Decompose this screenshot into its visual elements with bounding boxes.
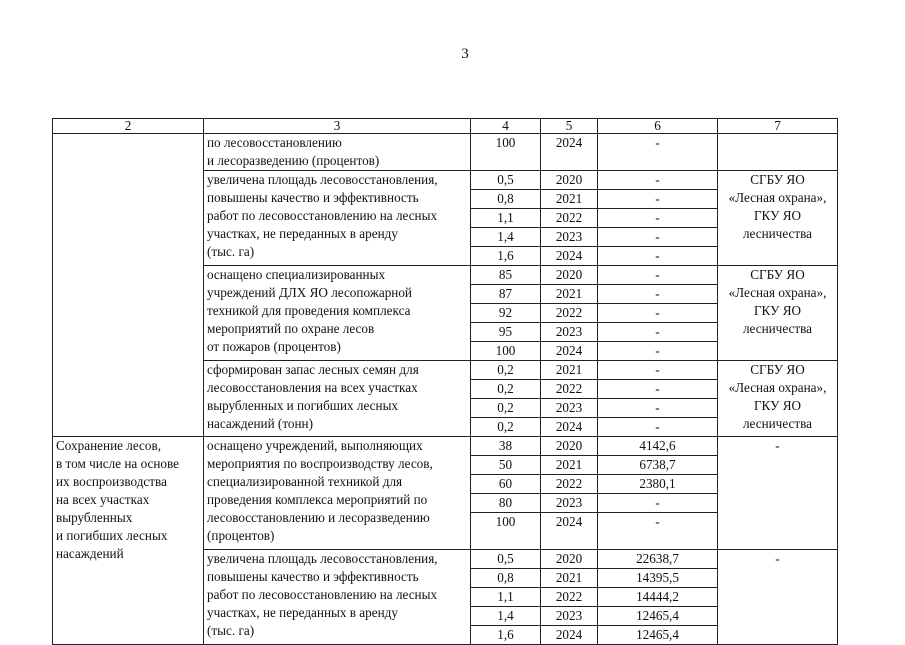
year: 2020 (541, 171, 598, 190)
funding-amount: 14444,2 (598, 588, 718, 607)
target-value: 0,5 (471, 171, 541, 190)
indicator-description-line: мероприятий по охране лесов (207, 321, 375, 336)
target-value: 1,1 (471, 209, 541, 228)
indicator-description (204, 550, 471, 645)
responsible-executor (718, 266, 838, 361)
goal-cell (53, 437, 204, 645)
year: 2021 (541, 361, 598, 380)
target-value: 100 (471, 342, 541, 361)
column-header-6: 6 (598, 119, 718, 134)
indicator-description (204, 437, 471, 550)
funding-amount: - (598, 266, 718, 285)
funding-amount: - (598, 399, 718, 418)
responsible-executor-line: ГКУ ЯО (753, 303, 802, 318)
responsible-executor-line: «Лесная охрана», (728, 380, 827, 395)
year: 2023 (541, 494, 598, 513)
indicator-description-line: повышены качество и эффективность (207, 569, 419, 584)
program-indicators-table (52, 118, 838, 645)
table-body (53, 134, 838, 645)
indicator-description-line: лесовосстановлению и лесоразведению (207, 510, 430, 525)
target-value: 92 (471, 304, 541, 323)
target-value: 100 (471, 513, 541, 550)
responsible-executor-line: СГБУ ЯО (750, 267, 805, 282)
responsible-executor-line: лесничества (742, 416, 813, 431)
funding-amount: 6738,7 (598, 456, 718, 475)
funding-amount: 22638,7 (598, 550, 718, 569)
indicator-description-line: оснащено учреждений, выполняющих (207, 438, 423, 453)
target-value: 1,1 (471, 588, 541, 607)
year: 2023 (541, 228, 598, 247)
year: 2020 (541, 437, 598, 456)
year: 2021 (541, 569, 598, 588)
target-value: 0,8 (471, 569, 541, 588)
target-value: 1,6 (471, 626, 541, 645)
indicator-description (204, 361, 471, 437)
funding-amount: - (598, 304, 718, 323)
indicator-description-line: участках, не переданных в аренду (207, 605, 398, 620)
target-value: 0,5 (471, 550, 541, 569)
indicator-description-line: техникой для проведения комплекса (207, 303, 411, 318)
funding-amount: 2380,1 (598, 475, 718, 494)
column-header-4: 4 (471, 119, 541, 134)
target-value: 0,8 (471, 190, 541, 209)
target-value: 1,4 (471, 607, 541, 626)
responsible-executor (718, 437, 838, 550)
indicator-description-line: (тыс. га) (207, 244, 255, 259)
target-value: 100 (471, 134, 541, 171)
year: 2024 (541, 418, 598, 437)
year: 2022 (541, 304, 598, 323)
column-header-7: 7 (718, 119, 838, 134)
indicator-description (204, 171, 471, 266)
year: 2022 (541, 475, 598, 494)
year: 2021 (541, 285, 598, 304)
year: 2024 (541, 342, 598, 361)
responsible-executor-line: «Лесная охрана», (728, 285, 827, 300)
funding-amount: 14395,5 (598, 569, 718, 588)
funding-amount: - (598, 342, 718, 361)
goal-cell-line: насаждений (56, 546, 124, 561)
target-value: 60 (471, 475, 541, 494)
year: 2020 (541, 266, 598, 285)
year: 2023 (541, 607, 598, 626)
column-header-5: 5 (541, 119, 598, 134)
funding-amount: - (598, 494, 718, 513)
responsible-executor-line: лесничества (742, 321, 813, 336)
indicator-description-line: специализированной техникой для (207, 474, 403, 489)
responsible-executor-line: СГБУ ЯО (750, 362, 805, 377)
responsible-executor (718, 361, 838, 437)
indicator-description-line: работ по лесовосстановлению на лесных (207, 587, 438, 602)
target-value: 0,2 (471, 361, 541, 380)
goal-cell-line: на всех участках (56, 492, 150, 507)
year: 2022 (541, 588, 598, 607)
table-row (53, 134, 838, 171)
funding-amount: - (598, 323, 718, 342)
target-value: 87 (471, 285, 541, 304)
funding-amount: - (598, 380, 718, 399)
indicator-description-line: проведения комплекса мероприятий по (207, 492, 428, 507)
goal-cell-line: в том числе на основе (56, 456, 180, 471)
funding-amount: - (598, 418, 718, 437)
responsible-executor-line: - (775, 551, 780, 566)
funding-amount: - (598, 228, 718, 247)
target-value: 0,2 (471, 399, 541, 418)
target-value: 1,6 (471, 247, 541, 266)
column-number-row (53, 119, 838, 134)
target-value: 38 (471, 437, 541, 456)
responsible-executor-line: - (775, 438, 780, 453)
funding-amount: - (598, 247, 718, 266)
indicator-description-line: (тыс. га) (207, 623, 255, 638)
target-value: 95 (471, 323, 541, 342)
indicator-description-line: сформирован запас лесных семян для (207, 362, 419, 377)
year: 2024 (541, 247, 598, 266)
responsible-executor (718, 550, 838, 645)
year: 2023 (541, 323, 598, 342)
indicator-description-line: вырубленных и погибших лесных (207, 398, 399, 413)
responsible-executor-line: лесничества (742, 226, 813, 241)
indicator-description-line: мероприятия по воспроизводству лесов, (207, 456, 433, 471)
funding-amount: - (598, 171, 718, 190)
funding-amount: - (598, 513, 718, 550)
indicator-description-line: работ по лесовосстановлению на лесных (207, 208, 438, 223)
goal-cell (53, 134, 204, 437)
indicator-description-line: увеличена площадь лесовосстановления, (207, 551, 438, 566)
year: 2021 (541, 456, 598, 475)
indicator-description-line: и лесоразведению (процентов) (207, 153, 380, 168)
responsible-executor-line: ГКУ ЯО (753, 208, 802, 223)
indicator-description-line: увеличена площадь лесовосстановления, (207, 172, 438, 187)
target-value: 85 (471, 266, 541, 285)
year: 2024 (541, 513, 598, 550)
target-value: 80 (471, 494, 541, 513)
goal-cell-line: Сохранение лесов, (56, 438, 162, 453)
indicator-description-line: учреждений ДЛХ ЯО лесопожарной (207, 285, 412, 300)
target-value: 0,2 (471, 380, 541, 399)
target-value: 1,4 (471, 228, 541, 247)
year: 2022 (541, 209, 598, 228)
indicator-description (204, 134, 471, 171)
page-number: 3 (461, 46, 469, 62)
indicator-description-line: лесовосстановления на всех участках (207, 380, 418, 395)
funding-amount: - (598, 134, 718, 171)
target-value: 50 (471, 456, 541, 475)
indicator-description-line: насаждений (тонн) (207, 416, 314, 431)
responsible-executor-line: «Лесная охрана», (728, 190, 827, 205)
funding-amount: - (598, 285, 718, 304)
goal-cell-line: вырубленных (56, 510, 133, 525)
responsible-executor-line: СГБУ ЯО (750, 172, 805, 187)
year: 2024 (541, 626, 598, 645)
year: 2020 (541, 550, 598, 569)
funding-amount: - (598, 190, 718, 209)
target-value: 0,2 (471, 418, 541, 437)
goal-cell-line: и погибших лесных (56, 528, 168, 543)
indicator-description-line: (процентов) (207, 528, 275, 543)
column-header-2: 2 (53, 119, 204, 134)
indicator-description-line: участках, не переданных в аренду (207, 226, 398, 241)
indicator-description (204, 266, 471, 361)
year: 2024 (541, 134, 598, 171)
year: 2023 (541, 399, 598, 418)
column-header-3: 3 (204, 119, 471, 134)
funding-amount: - (598, 209, 718, 228)
responsible-executor-line: ГКУ ЯО (753, 398, 802, 413)
funding-amount: 12465,4 (598, 607, 718, 626)
indicator-description-line: от пожаров (процентов) (207, 339, 341, 354)
indicator-description-line: оснащено специализированных (207, 267, 386, 282)
year: 2022 (541, 380, 598, 399)
indicator-description-line: повышены качество и эффективность (207, 190, 419, 205)
funding-amount: 12465,4 (598, 626, 718, 645)
funding-amount: - (598, 361, 718, 380)
responsible-executor (718, 171, 838, 266)
funding-amount: 4142,6 (598, 437, 718, 456)
table-row (53, 437, 838, 456)
year: 2021 (541, 190, 598, 209)
responsible-executor (718, 134, 838, 171)
indicator-description-line: по лесовосстановлению (207, 135, 342, 150)
goal-cell-line: их воспроизводства (56, 474, 167, 489)
